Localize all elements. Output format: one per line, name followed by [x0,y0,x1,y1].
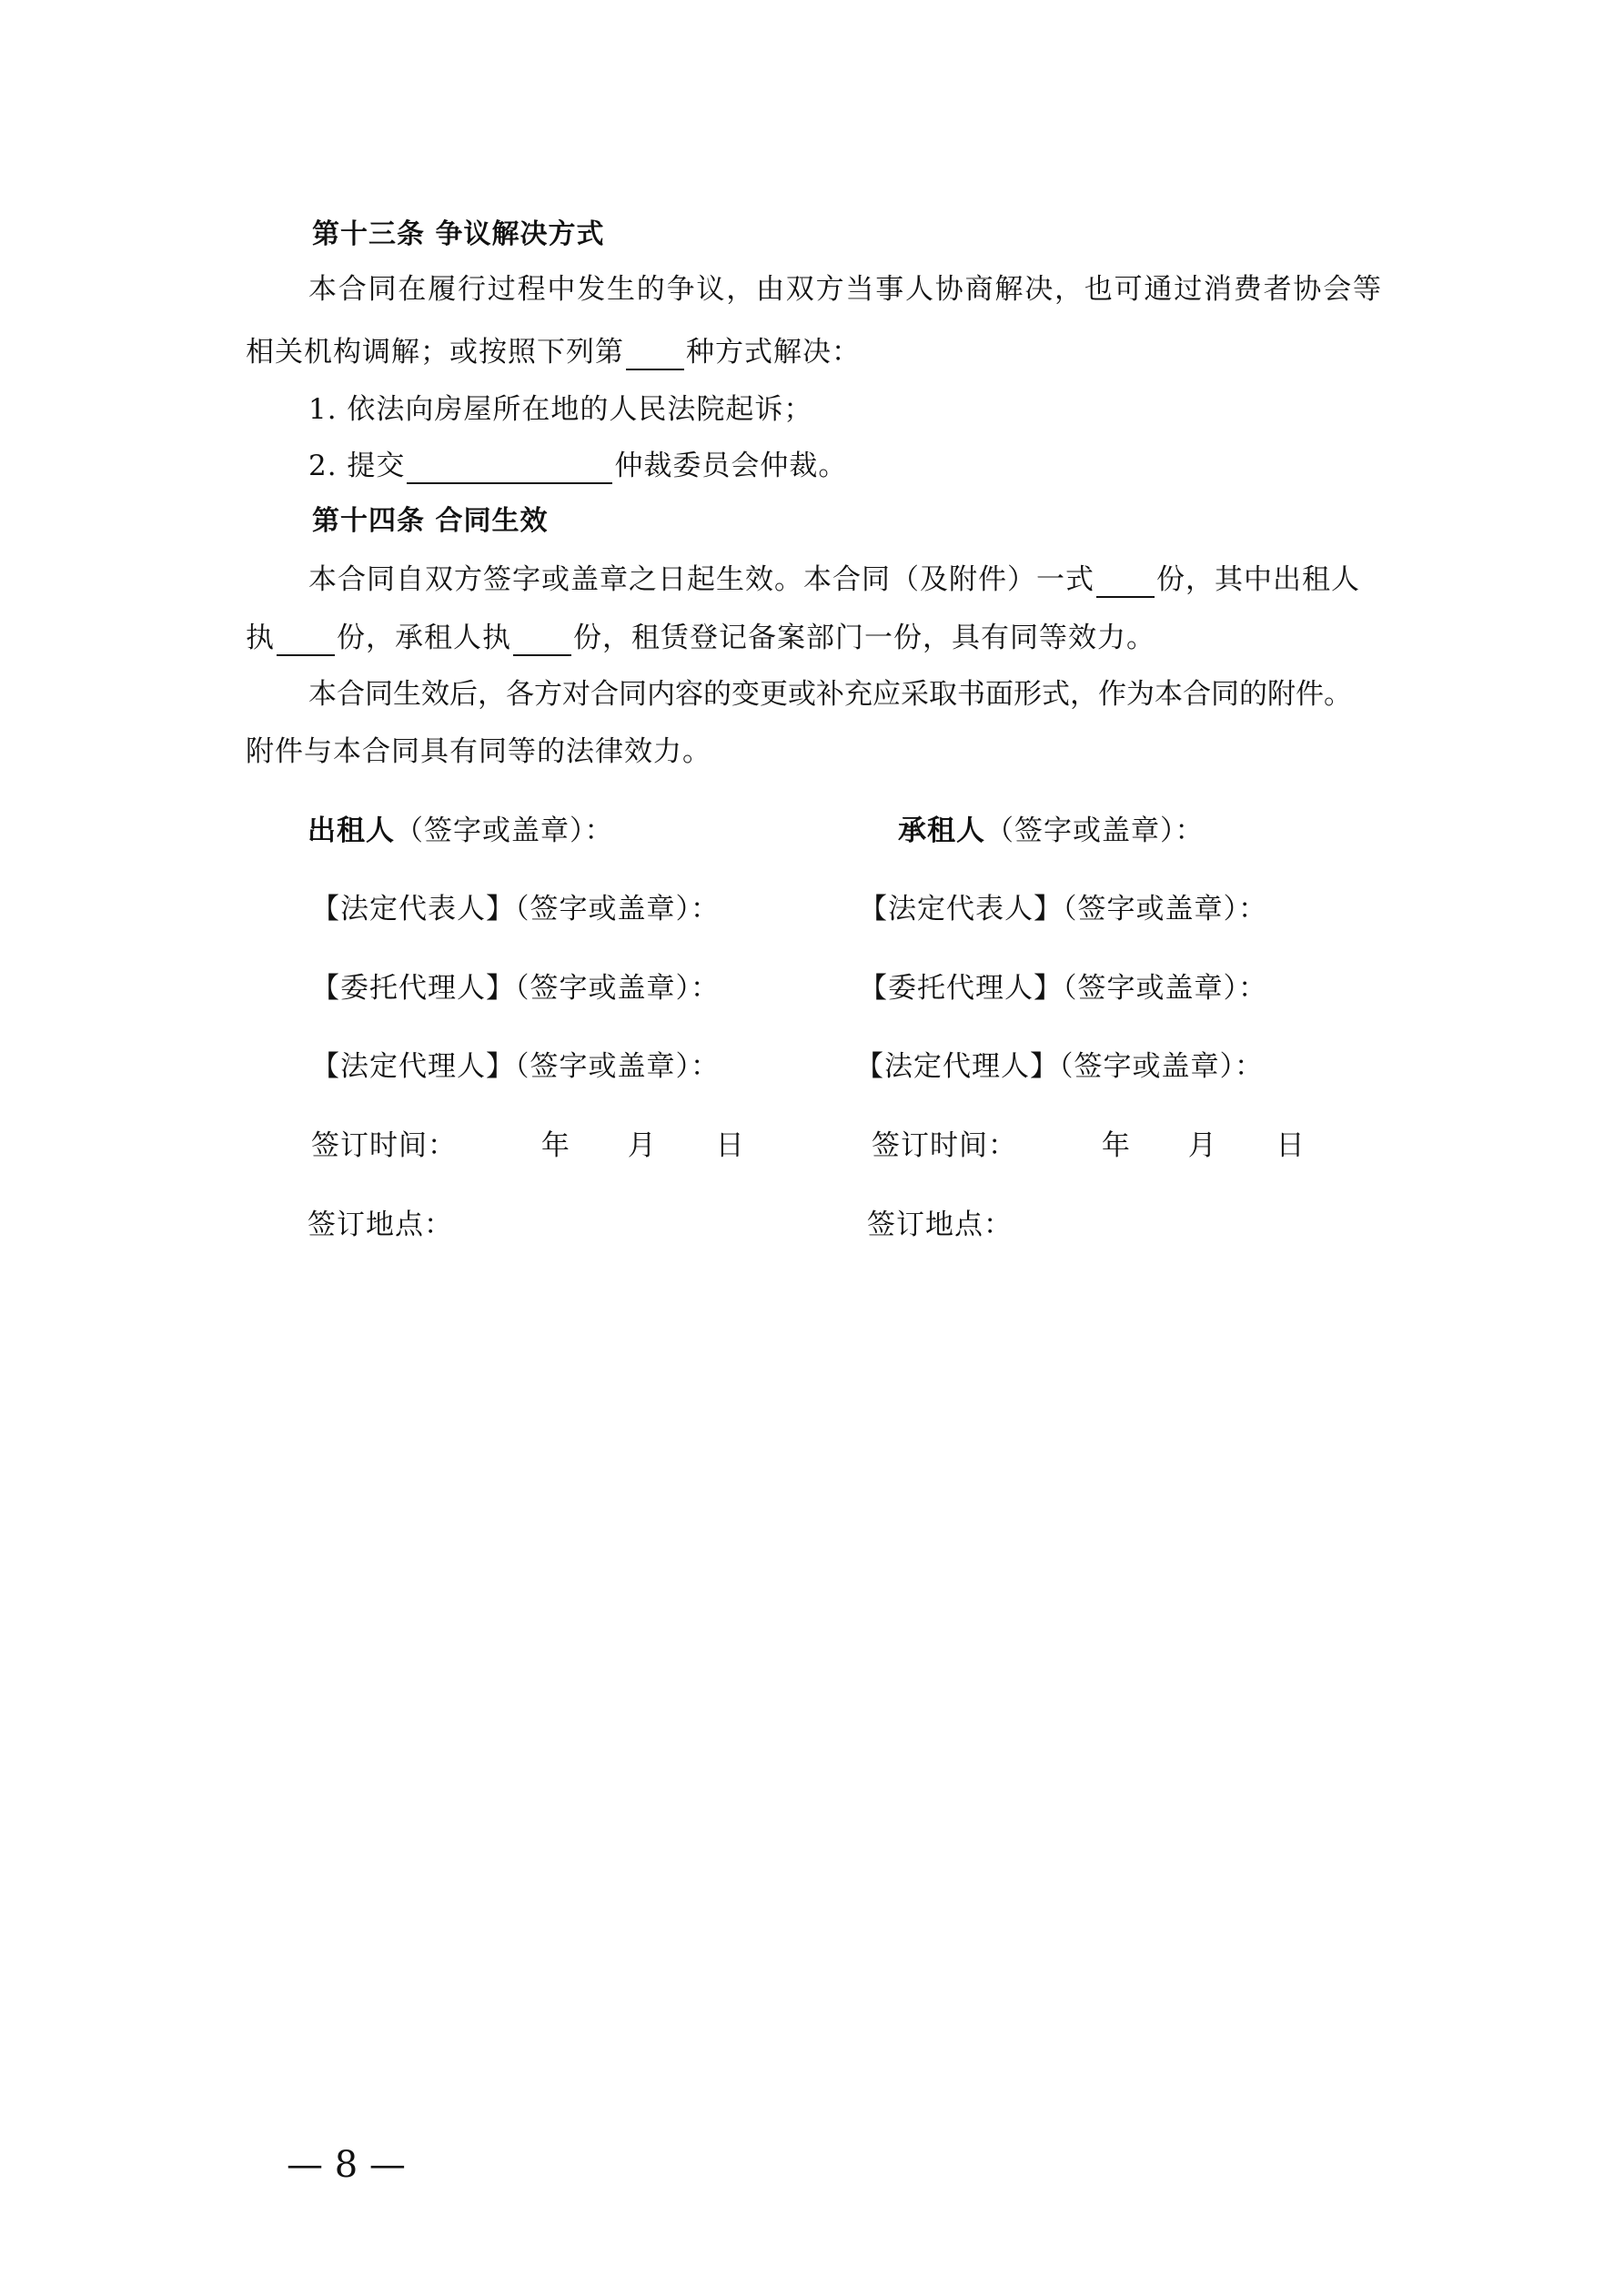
lessor-day: 日 [715,1129,745,1162]
method-number-blank[interactable] [626,341,684,370]
lessee-day: 日 [1276,1129,1306,1162]
article-13-item-1: 1. 依法向房屋所在地的人民法院起诉； [308,393,813,426]
article-14-paragraph-2-line-2: 附件与本合同具有同等的法律效力。 [246,735,711,768]
lessee-label: 承租人 [898,814,985,847]
lessee-entrusted-agent[interactable]: 【委托代理人】（签字或盖章）： [859,972,1267,1005]
article-13-text: 种方式解决： [686,336,861,369]
article-14-text: 份，承租人执 [337,622,511,654]
lessee-legal-representative[interactable]: 【法定代表人】（签字或盖章）： [859,893,1267,925]
article-13-paragraph-line-2 [246,334,861,370]
article-13-text: 相关机构调解；或按照下列第 [246,336,624,369]
lessee-month: 月 [1187,1129,1217,1162]
lessor-entrusted-agent[interactable]: 【委托代理人】（签字或盖章）： [311,972,720,1005]
article-14-text: 份，其中出租人 [1156,563,1360,596]
page-number: — 8 — [287,2144,406,2186]
lessor-month: 月 [627,1129,657,1162]
article-14-paragraph-line-1 [308,561,1360,598]
article-13-item-2-suffix: 仲裁委员会仲裁。 [614,450,848,482]
article-14-heading: 第十四条 合同生效 [312,505,549,537]
lessor-date-label: 签订时间： [311,1129,457,1162]
lessee-signing-place[interactable]: 签订地点： [867,1209,1013,1241]
lessee-date-label: 签订时间： [872,1129,1017,1162]
lessor-signing-place[interactable]: 签订地点： [308,1209,453,1241]
article-13-heading: 第十三条 争议解决方式 [312,218,605,250]
article-14-text: 本合同自双方签字或盖章之日起生效。本合同（及附件）一式 [308,563,1094,596]
article-13-item-2 [308,448,847,484]
article-13-item-2-prefix: 2. 提交 [308,450,406,482]
arbitration-commission-blank[interactable] [407,455,612,484]
article-13-paragraph-line-1: 本合同在履行过程中发生的争议，由双方当事人协商解决，也可通过消费者协会等 [308,273,1382,306]
article-14-paragraph-line-2 [246,620,1155,656]
lessor-legal-representative[interactable]: 【法定代表人】（签字或盖章）： [311,893,720,925]
article-14-paragraph-2-line-1: 本合同生效后，各方对合同内容的变更或补充应采取书面形式，作为本合同的附件。 [308,678,1352,711]
article-14-text: 份，租赁登记备案部门一份，具有同等效力。 [573,622,1155,654]
lessor-statutory-agent[interactable]: 【法定代理人】（签字或盖章）： [311,1050,720,1083]
lessor-label: 出租人 [308,814,395,847]
lessor-year: 年 [540,1129,570,1162]
lessor-sign-hint: （签字或盖章）： [395,814,614,847]
lessee-year: 年 [1101,1129,1131,1162]
lessor-copies-blank[interactable] [277,627,335,656]
lessee-signing-date[interactable] [872,1128,1306,1164]
lessor-signing-date[interactable] [311,1128,745,1164]
lessee-sign-hint: （签字或盖章）： [985,814,1205,847]
lessee-signature-title [898,813,1205,849]
lessee-statutory-agent[interactable]: 【法定代理人】（签字或盖章）： [855,1050,1264,1083]
copies-total-blank[interactable] [1096,569,1155,598]
lessee-copies-blank[interactable] [513,627,571,656]
lessor-signature-title [308,813,614,849]
article-14-text: 执 [246,622,275,654]
